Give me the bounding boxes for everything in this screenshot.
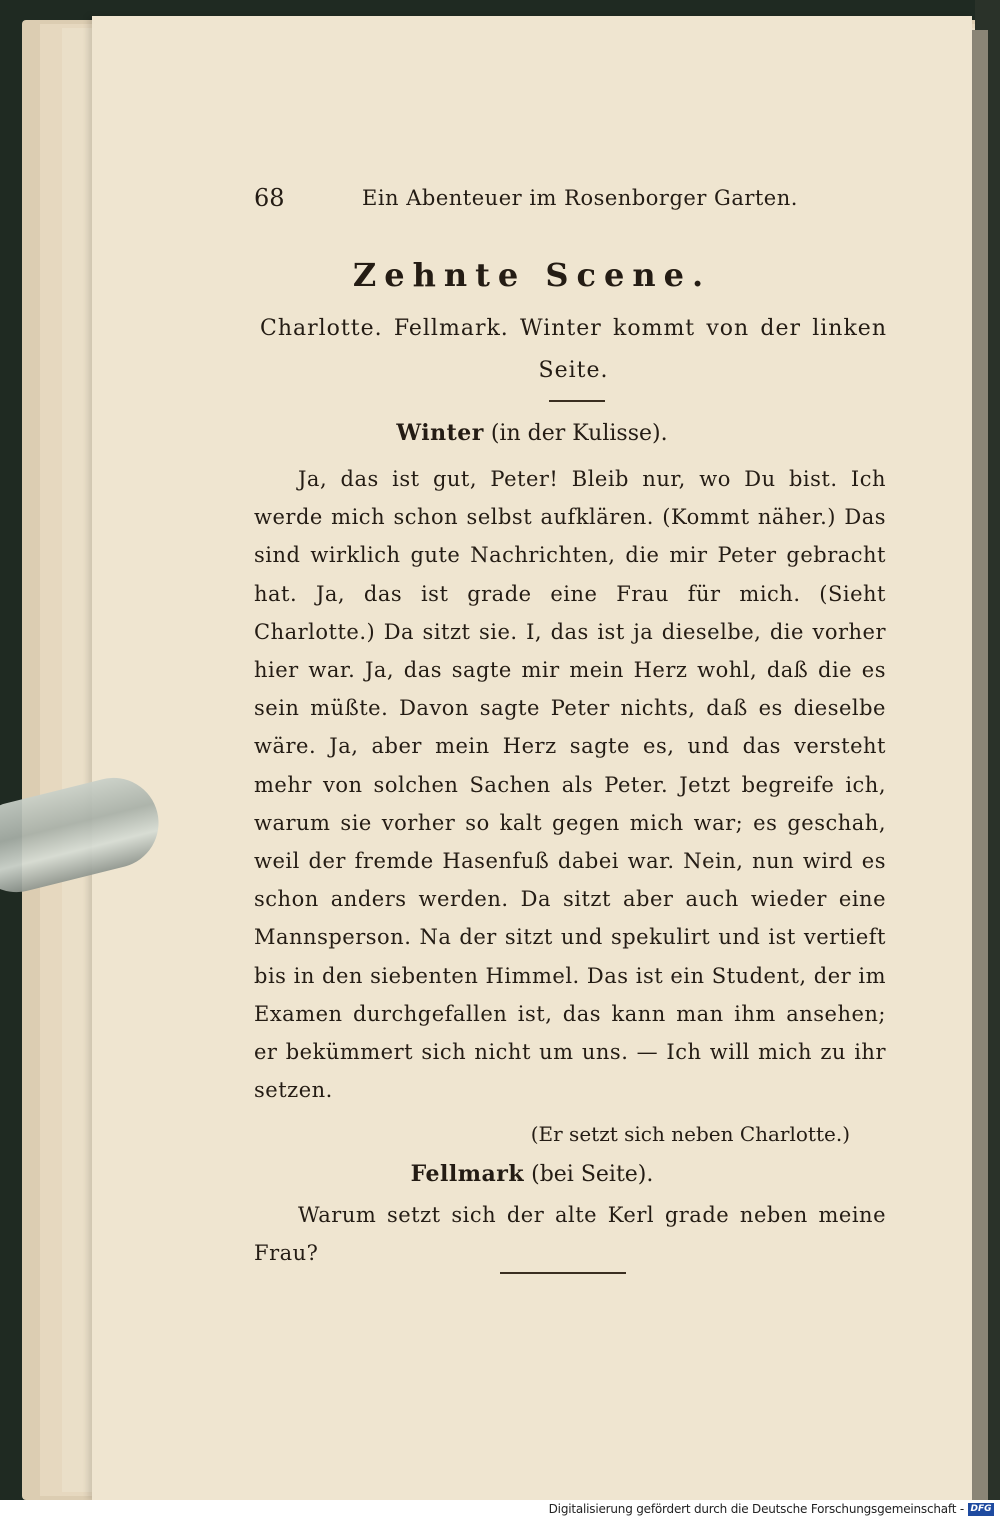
book-page xyxy=(92,16,972,1500)
facing-page-edge xyxy=(972,30,988,1500)
end-rule xyxy=(500,1272,626,1274)
speaker-name: Fellmark xyxy=(410,1161,525,1187)
cast-list: Charlotte. Fellmark. Winter kommt von der linken Seite. xyxy=(260,316,887,383)
running-title: Ein Abenteuer im Rosenborger Garten. xyxy=(362,186,798,210)
section-rule xyxy=(549,400,605,402)
stage-direction: (in der Kulisse). xyxy=(490,421,668,446)
dfg-logo: DFG xyxy=(968,1503,994,1516)
stage-direction-sits: (Er setzt sich neben Charlotte.) xyxy=(530,1122,850,1146)
footer-bar xyxy=(0,1500,1000,1520)
footer-credit: Digitalisierung gefördert durch die Deutsche Forschungsgemeinschaft - xyxy=(548,1502,964,1516)
speech-fellmark: Warum setzt sich der alte Kerl grade neben meine Frau? xyxy=(254,1203,886,1266)
page-number: 68 xyxy=(254,184,285,212)
stage-direction: (bei Seite). xyxy=(531,1162,654,1187)
speech-winter: Ja, das ist gut, Peter! Bleib nur, wo Du bist. Ich werde mich schon selbst aufklären. (Kommt näher.) Das sind wirklich gute Nachrichten, die mir Peter gebracht hat. Ja, das ist grade eine Frau für mich. (Sieht Charlotte.) Da sitzt sie. I, das ist ja dieselbe, die vorher hier war. Ja, das sagte mir mein Herz wohl, daß die es sein müßte. Davon sagte Peter nichts, daß es dieselbe wäre. Ja, aber mein Herz sagte es, und das versteht mehr von solchen Sachen als Peter. Jetzt begreife ich, warum sie vorher so kalt gegen mich war; es geschah, weil der fremde Hasenfuß dabei war. Nein, nun wird es schon anders werden. Da sitzt aber auch wieder eine Mannsperson. Na der sitzt und spekulirt und ist vertieft bis in den siebenten Himmel. Das ist ein Student, der im Examen durchgefallen ist, das kann man ihm ansehen; er bekümmert sich nicht um uns. — Ich will mich zu ihr setzen. xyxy=(254,467,886,1103)
scene-title: Zehnte Scene. xyxy=(352,256,712,294)
running-head xyxy=(92,184,972,224)
speaker-heading-fellmark xyxy=(92,1161,972,1187)
speaker-heading-winter xyxy=(92,420,972,446)
speaker-name: Winter xyxy=(396,420,484,446)
